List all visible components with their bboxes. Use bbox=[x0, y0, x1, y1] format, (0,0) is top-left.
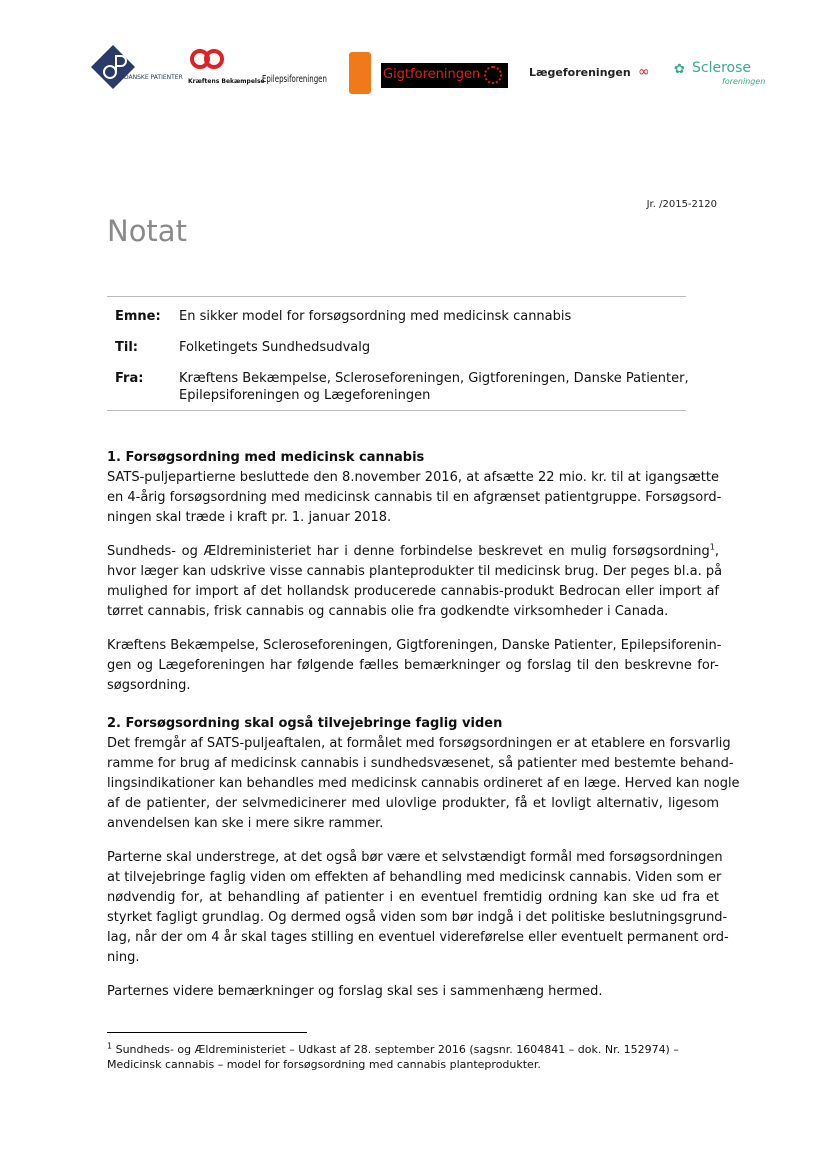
paragraph bbox=[107, 468, 722, 528]
partner-logos: DANSKE PATIENTER Kræftens Bekæmpelse Epilepsiforeningen Gigtforeningen Lægeforeningen ∞ ✿ Sclerose foreningen bbox=[90, 44, 770, 104]
text-line: anvendelsen kan ske i mere sikre rammer. bbox=[107, 816, 384, 831]
footnote: $^1$ Sundheds- og Ældreministeriet – Udkast af 28. september 2016 (sagsnr. 1604841 – dok. Nr. 152974) – Medicinsk cannabis – model for forsøgsordning med cannabis planteprodukter. bbox=[107, 1041, 679, 1071]
paragraph bbox=[107, 848, 729, 968]
paragraph bbox=[107, 734, 740, 834]
paragraph bbox=[107, 982, 719, 1002]
text-line: at tilvejebringe faglig viden om effekten af behandling med medicinsk cannabis. Viden som er bbox=[107, 870, 722, 885]
footnote-ref[interactable]: 1 bbox=[709, 542, 715, 552]
epilepsiforeningen-logo: Epilepsiforeningen bbox=[262, 74, 327, 85]
section-heading: 1. Forsøgsordning med medicinsk cannabis bbox=[107, 450, 425, 465]
text-line: ramme for brug af medicinsk cannabis i sundhedsvæsenet, så patienter med bestemte behand- bbox=[107, 756, 734, 771]
text-line: Parternes videre bemærkninger og forslag skal ses i sammenhæng hermed. bbox=[107, 984, 603, 999]
text-line: styrket fagligt grundlag. Og dermed også viden som bør indgå i det politiske beslutningsgrund- bbox=[107, 910, 728, 925]
text-line: lingsindikationer kan behandles med medicinsk cannabis ordineret af en læge. Herved kan nogle bbox=[107, 776, 740, 791]
meta-row-to: Til: Folketingets Sundhedsudvalg bbox=[115, 340, 371, 355]
danske-patienter-diamond-icon bbox=[90, 44, 136, 90]
sclerose-flower-icon: ✿ bbox=[674, 62, 685, 77]
meta-row-from: Fra: Kræftens Bekæmpelse, Scleroseforeningen, Gigtforeningen, Danske Patienter, Epilepsiforeningen og Lægeforeningen bbox=[115, 371, 689, 403]
gigtforeningen-logo: Gigtforeningen bbox=[381, 63, 508, 88]
text-line: ningen skal træde i kraft pr. 1. januar 2018. bbox=[107, 510, 392, 525]
text-line: hvor læger kan udskrive visse cannabis planteprodukter til medicinsk brug. Der peges bl.a. på bbox=[107, 564, 723, 579]
text-line: af de patienter, der selvmedicinerer med ulovlige produkter, få et lovligt alternativ, ligesom bbox=[107, 796, 719, 811]
text-line: Parterne skal understrege, at det også bør være et selvstændigt formål med forsøgsordningen bbox=[107, 850, 723, 865]
text-line: Sundheds- og Ældreministeriet har i denne forbindelse beskrevet en mulig forsøgsordning$^1$, bbox=[107, 542, 719, 559]
text-line: søgsordning. bbox=[107, 678, 191, 693]
epilepsiforeningen-flame-icon bbox=[349, 52, 371, 94]
text-line: lag, når der om 4 år skal tages stilling en eventuel videreførelse eller eventuelt permanent ord- bbox=[107, 930, 729, 945]
memo-header-table bbox=[107, 296, 689, 411]
text-line: nødvendig for, at behandling af patienter i en eventuel fremtidig ordning kan ske ud fra et bbox=[107, 890, 719, 905]
kraeftens-rings-icon bbox=[190, 48, 224, 70]
text-line: ning. bbox=[107, 950, 140, 965]
text-line: SATS-puljepartierne besluttede den 8.november 2016, at afsætte 22 mio. kr. til at igangsætte bbox=[107, 470, 719, 485]
text-line: gen og Lægeforeningen har følgende fælles bemærkninger og forslag til den beskrevne for- bbox=[107, 658, 719, 673]
kraeftens-bekaempelse-logo: Kræftens Bekæmpelse bbox=[188, 48, 258, 94]
paragraph bbox=[107, 636, 722, 696]
text-line: Det fremgår af SATS-puljeaftalen, at formålet med forsøgsordningen er at etablere en forsvarlig bbox=[107, 736, 731, 751]
laegeforeningen-logo: Lægeforeningen bbox=[529, 66, 631, 79]
paragraph bbox=[107, 542, 723, 622]
danske-patienter-logo: DANSKE PATIENTER bbox=[90, 44, 200, 94]
text-line: Kræftens Bekæmpelse, Scleroseforeningen, Gigtforeningen, Danske Patienter, Epilepsiforenin- bbox=[107, 638, 722, 653]
meta-row-subject: Emne: En sikker model for forsøgsordning med medicinsk cannabis bbox=[115, 309, 572, 324]
page-title: Notat bbox=[107, 214, 187, 248]
text-line: en 4-årig forsøgsordning med medicinsk cannabis til en afgrænset patientgruppe. Forsøgsord- bbox=[107, 490, 722, 505]
footnote-separator bbox=[107, 1032, 307, 1033]
gigt-dots-icon bbox=[484, 66, 502, 84]
text-line: tørret cannabis, frisk cannabis og cannabis olie fra godkendte virksomheder i Canada. bbox=[107, 604, 669, 619]
document-body bbox=[107, 448, 740, 1016]
journal-number: Jr. /2015-2120 bbox=[646, 199, 717, 210]
section-heading: 2. Forsøgsordning skal også tilvejebringe faglig viden bbox=[107, 716, 503, 731]
text-line: mulighed for import af det hollandsk producerede cannabis-produkt Bedrocan eller import af bbox=[107, 584, 719, 599]
laegeforeningen-emblem-icon: ∞ bbox=[638, 64, 650, 80]
